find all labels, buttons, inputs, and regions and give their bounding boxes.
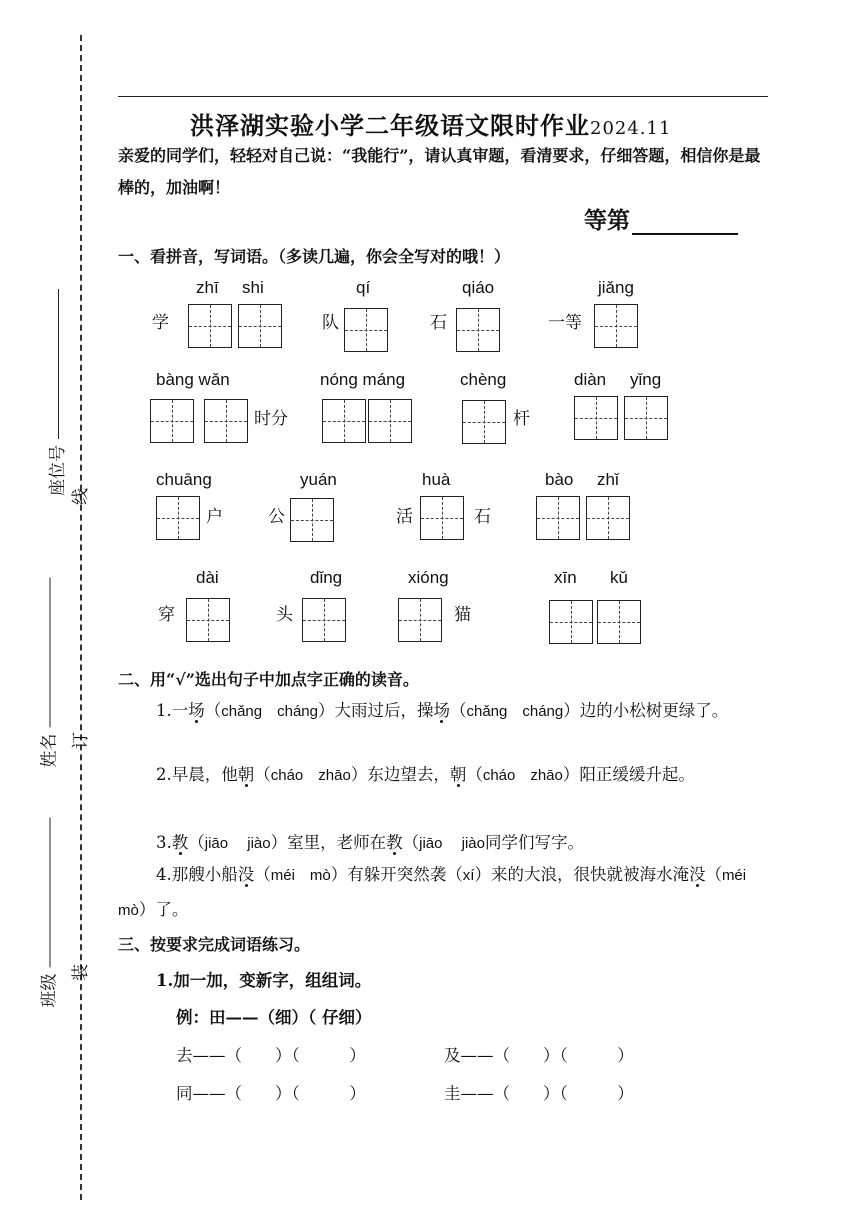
- writing-box[interactable]: [594, 304, 638, 348]
- q2-paren: （: [254, 765, 271, 784]
- writing-box[interactable]: [368, 399, 412, 443]
- pinyin: bàng wǎn: [156, 370, 230, 389]
- section2-heading: 二、用“√”选出句子中加点字正确的读音。: [118, 670, 419, 689]
- writing-box[interactable]: [462, 400, 506, 444]
- q2-dotted-char: 朝: [449, 765, 467, 784]
- rank-blank[interactable]: [632, 207, 738, 235]
- pinyin: nóng máng: [320, 370, 406, 389]
- pinyin: chèng: [460, 370, 507, 389]
- writing-box[interactable]: [420, 496, 464, 540]
- writing-box[interactable]: [302, 598, 346, 642]
- pinyin: chuāng: [156, 470, 212, 489]
- page-title: [190, 106, 671, 141]
- writing-box[interactable]: [238, 304, 282, 348]
- question-4: [118, 858, 773, 928]
- pinyin: dài: [196, 568, 219, 587]
- pinyin: yuán: [300, 470, 337, 489]
- class-blank[interactable]: [50, 818, 51, 968]
- student-name-label: 姓名: [39, 733, 60, 768]
- question-3: [118, 826, 773, 861]
- writing-box[interactable]: [204, 399, 248, 443]
- seat-number-field: [43, 289, 68, 496]
- q2-choices[interactable]: cháo zhāo: [482, 767, 563, 784]
- pinyin: bào: [545, 470, 574, 489]
- question-1: [118, 694, 773, 729]
- rank-label: 等第: [584, 207, 630, 234]
- q3-text: 3.: [156, 833, 172, 852]
- q2-text: ）阳正缓缓升起。: [562, 765, 695, 784]
- writing-box[interactable]: [156, 496, 200, 540]
- writing-box[interactable]: [549, 600, 593, 644]
- class-field: [35, 818, 60, 1008]
- given-char: 头: [276, 605, 293, 625]
- q1-choices[interactable]: chǎng cháng: [466, 703, 564, 720]
- pinyin: yǐng: [630, 370, 662, 389]
- example-line: 例：田——（细）（ 仔细）: [176, 1008, 372, 1027]
- title-date: 2024.11: [590, 118, 672, 139]
- section3-heading: 三、按要求完成词语练习。: [118, 935, 311, 954]
- writing-box[interactable]: [188, 304, 232, 348]
- q4-choices[interactable]: méi mò: [118, 867, 762, 919]
- q1-choices[interactable]: chǎng cháng: [221, 703, 318, 720]
- q1-dotted-char: 场: [188, 701, 205, 720]
- pinyin: dǐng: [310, 568, 343, 587]
- q3-dotted-char: 教: [386, 833, 403, 852]
- intro-text: 亲爱的同学们，轻轻对自己说：“我能行”，请认真审题，看清要求，仔细答题，相信你是最棒的，加油啊！: [118, 146, 761, 197]
- q2-text: 2.早晨，他: [156, 765, 238, 784]
- cut-mark-xian: 线: [71, 488, 91, 505]
- q1-dotted-char: 场: [433, 701, 450, 720]
- student-name-field: [35, 578, 60, 768]
- exercise-row[interactable]: 圭——（ ）（ ）: [444, 1084, 634, 1103]
- given-char: 石: [430, 313, 447, 333]
- q4-paren: （: [254, 865, 271, 884]
- given-char: 户: [206, 507, 223, 527]
- q4-paren: （: [705, 865, 722, 884]
- q4-pinyin: xí: [462, 867, 475, 884]
- writing-box[interactable]: [398, 598, 442, 642]
- writing-box[interactable]: [597, 600, 641, 644]
- q3-text: ）室里，老师在: [270, 833, 387, 852]
- writing-box[interactable]: [150, 399, 194, 443]
- given-char: 穿: [158, 605, 175, 625]
- q2-paren: （: [466, 765, 483, 784]
- q4-choices[interactable]: méi mò: [270, 867, 331, 884]
- seat-number-blank[interactable]: [58, 289, 59, 439]
- pinyin: huà: [422, 470, 451, 489]
- pinyin: jiǎng: [598, 278, 634, 297]
- q1-paren: （: [204, 701, 222, 720]
- writing-box[interactable]: [574, 396, 618, 440]
- writing-box[interactable]: [322, 399, 366, 443]
- exercise-row[interactable]: 同——（ ）（ ）: [176, 1084, 366, 1103]
- pinyin: xīn: [554, 568, 577, 587]
- given-char: 学: [152, 313, 169, 333]
- question-2: [118, 758, 773, 793]
- pinyin: qiáo: [462, 278, 495, 297]
- rank-field: [584, 202, 738, 235]
- given-char: 猫: [454, 605, 471, 625]
- writing-box[interactable]: [586, 496, 630, 540]
- pinyin: zhī: [196, 278, 219, 297]
- cut-mark-zhuang: 装: [71, 964, 91, 981]
- q4-text: ）有躲开突然袭（: [330, 865, 463, 884]
- writing-box[interactable]: [344, 308, 388, 352]
- exercise-row[interactable]: 去——（ ）（ ）: [176, 1046, 366, 1065]
- pinyin: xióng: [408, 568, 449, 587]
- given-char: 一等: [548, 313, 582, 333]
- q3-dotted-char: 教: [171, 833, 189, 852]
- pinyin: diàn: [574, 370, 607, 389]
- q4-text: 4.那艘小船: [156, 865, 238, 884]
- q4-text: ）了。: [138, 900, 189, 919]
- binding-dashed-line: [80, 35, 82, 1200]
- q2-choices[interactable]: cháo zhāo: [270, 767, 351, 784]
- writing-box[interactable]: [456, 308, 500, 352]
- exercise-row[interactable]: 及——（ ）（ ）: [444, 1046, 634, 1065]
- pinyin: zhǐ: [597, 470, 619, 489]
- given-char: 杆: [513, 409, 530, 429]
- q1-text: 1.一: [156, 701, 189, 720]
- given-char: 石: [474, 507, 491, 527]
- pinyin: shi: [242, 278, 264, 297]
- writing-box[interactable]: [624, 396, 668, 440]
- section1-heading: 一、看拼音，写词语。（多读几遍，你会全写对的哦！）: [118, 247, 511, 266]
- q1-text: ）大雨过后，操: [318, 701, 434, 720]
- q4-text: ）来的大浪，很快就被海水淹: [474, 865, 689, 884]
- q1-paren: （: [450, 701, 467, 720]
- pinyin: kǔ: [610, 568, 628, 587]
- writing-box[interactable]: [290, 498, 334, 542]
- given-char: 公: [268, 507, 285, 527]
- seat-number-label: 座位号: [48, 445, 68, 496]
- q1-text: ）边的小松树更绿了。: [563, 701, 729, 720]
- q3-choices[interactable]: jiāo jiào: [204, 835, 271, 852]
- q2-text: ）东边望去，: [350, 765, 450, 784]
- cut-mark-ding: 订: [71, 732, 91, 749]
- q3-paren: （: [188, 833, 205, 852]
- student-name-blank[interactable]: [50, 578, 51, 728]
- given-char: 活: [396, 507, 413, 527]
- writing-box[interactable]: [536, 496, 580, 540]
- class-label: 班级: [39, 973, 60, 1008]
- title-text: 洪泽湖实验小学二年级语文限时作业: [190, 111, 590, 140]
- given-char: 时分: [254, 409, 288, 429]
- q4-dotted-char: 没: [688, 865, 706, 884]
- given-char: 队: [322, 313, 339, 333]
- pinyin: qí: [356, 278, 371, 297]
- q3-choices[interactable]: jiāo jiào: [419, 835, 485, 852]
- q4-dotted-char: 没: [237, 865, 255, 884]
- section3-subheading: 1.加一加，变新字，组组词。: [156, 971, 372, 990]
- header-rule: [118, 96, 768, 97]
- q2-dotted-char: 朝: [237, 765, 255, 784]
- writing-box[interactable]: [186, 598, 230, 642]
- q3-paren: （: [402, 833, 420, 852]
- q3-text: 同学们写字。: [485, 833, 584, 852]
